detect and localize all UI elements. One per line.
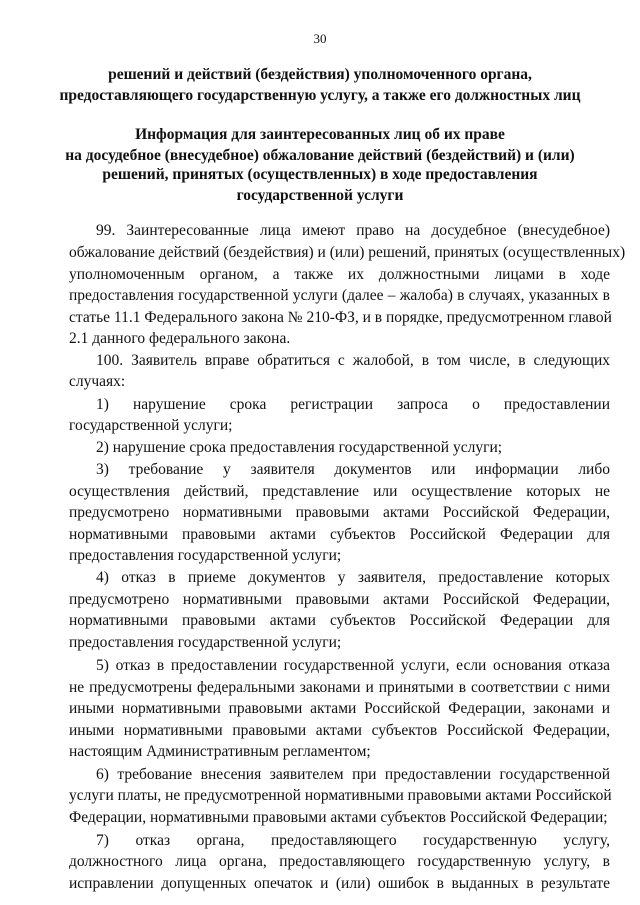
item-3-line-5: предоставления государственной услуги;: [69, 547, 342, 564]
paragraph-99-line-3: уполномоченным органом, а также их должностными лицами в ходе: [69, 266, 610, 283]
paragraph-100-line-1: 100. Заявитель вправе обратиться с жалобой, в том числе, в следующих: [96, 352, 610, 369]
item-7-line-2: должностного лица органа, предоставляющего государственную услугу, в: [69, 853, 610, 870]
paragraph-99-line-1: 99. Заинтересованные лица имеют право на досудебное (внесудебное): [96, 222, 610, 239]
paragraph-99-line-6: 2.1 данного федерального закона.: [69, 330, 291, 347]
section-title-line-2: на досудебное (внесудебное) обжалование действий (бездействий) и (или): [65, 147, 575, 164]
item-1-line-1: 1) нарушение срока регистрации запроса о предоставлении: [96, 396, 610, 413]
section-title-line-3: решений, принятых (осуществленных) в ходе предоставления: [102, 166, 538, 183]
item-5-line-5: настоящим Административным регламентом;: [69, 743, 371, 760]
item-1-line-2: государственной услуги;: [69, 417, 233, 434]
item-5-line-3: иными нормативными правовыми актами Российской Федерации, законами и: [69, 700, 610, 717]
item-7-line-1: 7) отказ органа, предоставляющего государственную услугу,: [96, 832, 610, 849]
heading-continuation-line-2: предоставляющего государственную услугу, а также его должностных лиц: [59, 87, 581, 104]
item-4-line-4: предоставления государственной услуги;: [69, 634, 342, 651]
item-3-line-1: 3) требование у заявителя документов или информации либо: [96, 461, 610, 478]
paragraph-99-line-5: статье 11.1 Федерального закона № 210-ФЗ, и в порядке, предусмотренном главой: [69, 309, 612, 326]
paragraph-99-line-4: предоставления государственной услуги (далее – жалоба) в случаях, указанных в: [69, 287, 610, 304]
item-5-line-2: не предусмотрены федеральными законами и принятыми в соответствии с ними: [69, 679, 610, 696]
paragraph-99-line-2: обжалование действий (бездействия) и (или) решений, принятых (осуществленных): [69, 244, 626, 261]
item-3-line-3: предусмотрено нормативными правовыми актами Российской Федерации,: [69, 504, 610, 521]
item-4-line-3: нормативными правовыми актами субъектов Российской Федерации для: [69, 612, 610, 629]
item-5-line-4: иными нормативными правовыми актами субъектов Российской Федерации,: [69, 722, 610, 739]
item-3-line-2: осуществления действий, представление или осуществление которых не: [69, 483, 610, 500]
item-2-line-1: 2) нарушение срока предоставления государственной услуги;: [96, 439, 503, 456]
item-3-line-4: нормативными правовыми актами субъектов Российской Федерации для: [69, 526, 610, 543]
item-4-line-1: 4) отказ в приеме документов у заявителя, предоставление которых: [96, 569, 610, 586]
item-6-line-2: услуги платы, не предусмотренной нормативными правовыми актами Российской: [69, 787, 612, 804]
item-6-line-1: 6) требование внесения заявителем при предоставлении государственной: [96, 766, 610, 783]
item-4-line-2: предусмотрено нормативными правовыми актами Российской Федерации,: [69, 591, 610, 608]
paragraph-100-line-2: случаях:: [69, 373, 126, 390]
item-5-line-1: 5) отказ в предоставлении государственной услуги, если основания отказа: [96, 657, 610, 674]
item-6-line-3: Федерации, нормативными правовыми актами субъектов Российской Федерации;: [69, 809, 608, 826]
page-number: 30: [313, 31, 327, 46]
section-title-line-1: Информация для заинтересованных лиц об их праве: [135, 126, 505, 143]
item-7-line-3: исправлении допущенных опечаток и (или) ошибок в выданных в результате: [69, 875, 610, 892]
heading-continuation-line-1: решений и действий (бездействия) уполномоченного органа,: [108, 66, 532, 83]
section-title-line-4: государственной услуги: [236, 187, 404, 204]
